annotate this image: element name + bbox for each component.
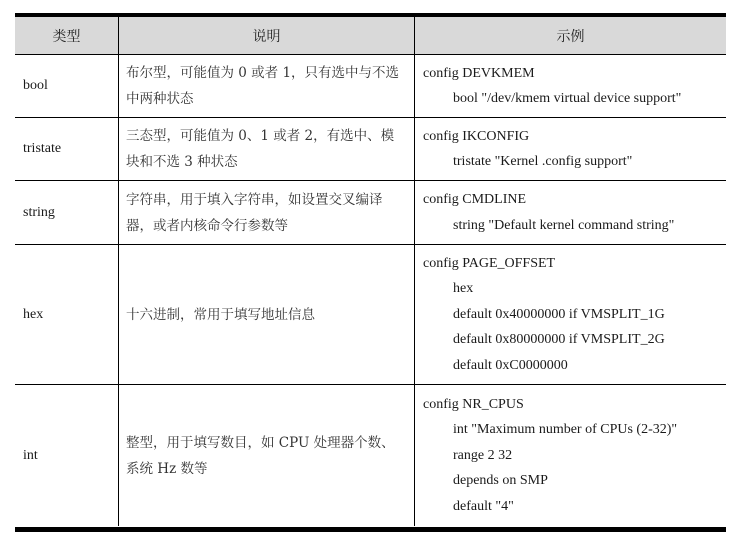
cell-description: 字符串，用于填入字符串，如设置交叉编译器，或者内核命令行参数等 <box>119 181 415 244</box>
cell-type: tristate <box>15 118 119 180</box>
example-line: default 0x40000000 if VMSPLIT_1G <box>453 306 665 322</box>
example-line: config PAGE_OFFSET <box>423 255 556 271</box>
cell-description: 十六进制，常用于填写地址信息 <box>119 245 415 384</box>
cell-description: 整型，用于填写数目，如 CPU 处理器个数、系统 Hz 数等 <box>119 385 415 526</box>
cell-type: hex <box>15 245 119 384</box>
kconfig-types-table <box>15 13 726 532</box>
table-row <box>15 118 726 181</box>
example-line: default 0xC0000000 <box>453 357 568 373</box>
example-line: depends on SMP <box>453 473 548 489</box>
cell-description: 布尔型，可能值为 0 或者 1，只有选中与不选中两种状态 <box>119 55 415 117</box>
cell-example <box>415 55 726 117</box>
example-line: tristate "Kernel .config support" <box>453 154 633 169</box>
table-row <box>15 55 726 118</box>
cell-description: 三态型，可能值为 0、1 或者 2，有选中、模块和不选 3 种状态 <box>119 118 415 180</box>
cell-type: string <box>15 181 119 244</box>
example-line: config NR_CPUS <box>423 396 524 412</box>
cell-type: bool <box>15 55 119 117</box>
example-line: default "4" <box>453 498 514 514</box>
bottom-rule <box>15 527 726 532</box>
cell-example <box>415 181 726 244</box>
example-line: config CMDLINE <box>423 192 527 207</box>
example-line: hex <box>453 281 474 297</box>
table-body <box>15 55 726 526</box>
example-line: config DEVKMEM <box>423 65 535 81</box>
cell-example <box>415 118 726 180</box>
example-line: int "Maximum number of CPUs (2-32)" <box>453 422 678 438</box>
table-header <box>15 17 726 55</box>
table-row <box>15 385 726 526</box>
table-row <box>15 245 726 385</box>
cell-example <box>415 245 726 384</box>
cell-example <box>415 385 726 526</box>
header-type: 类型 <box>15 17 119 54</box>
example-line: config IKCONFIG <box>423 128 530 144</box>
example-line: string "Default kernel command string" <box>453 217 675 233</box>
header-example: 示例 <box>556 28 585 45</box>
example-line: range 2 32 <box>453 447 513 463</box>
example-line: bool "/dev/kmem virtual device support" <box>453 91 682 106</box>
table-row <box>15 181 726 245</box>
example-line: default 0x80000000 if VMSPLIT_2G <box>453 332 665 348</box>
cell-type: int <box>15 385 119 526</box>
header-description: 说明 <box>119 17 415 54</box>
